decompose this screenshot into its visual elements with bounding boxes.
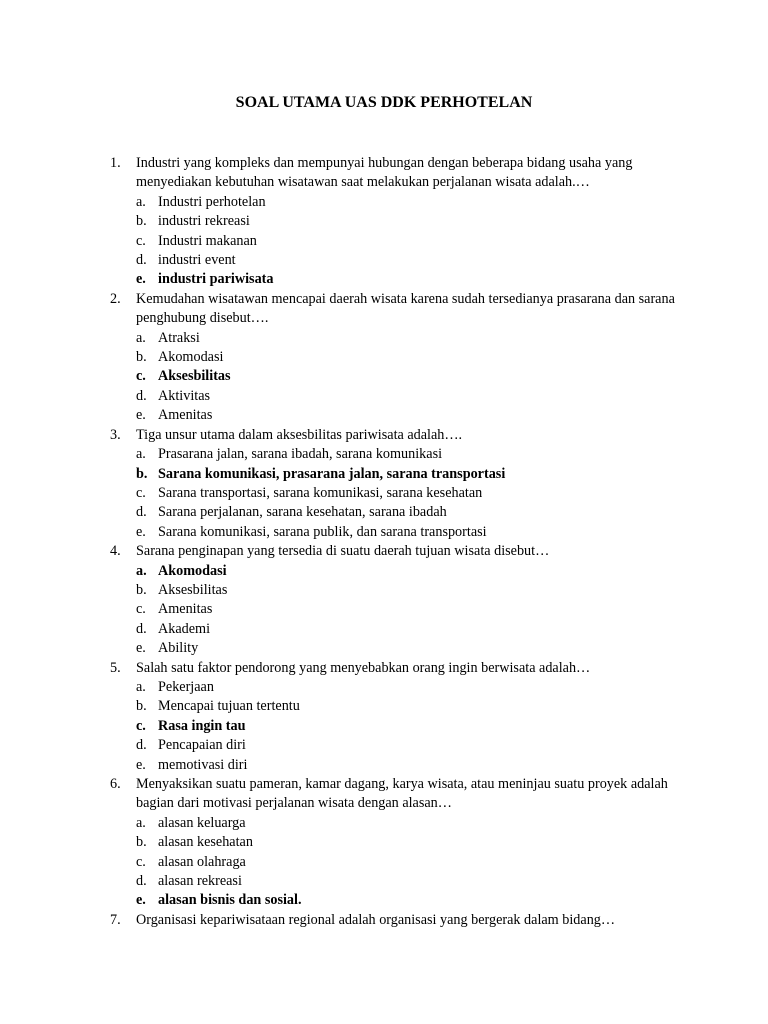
question-text: Tiga unsur utama dalam aksesbilitas pariwisata adalah…. (136, 426, 463, 443)
option-letter: b. (136, 465, 148, 482)
option-letter: b. (136, 834, 147, 851)
question-row (110, 659, 680, 678)
question-text: Menyaksikan suatu pameran, kamar dagang, karya wisata, atau meninjau suatu proyek adalah bagian dari motivasi perjalanan wisata dengan alasan… (136, 776, 668, 812)
answer-option (110, 872, 680, 891)
answer-option (110, 600, 680, 619)
option-letter: e. (136, 640, 146, 657)
option-text: Sarana perjalanan, sarana kesehatan, sarana ibadah (158, 504, 447, 521)
answer-option-correct (110, 717, 680, 736)
answer-option-correct (110, 270, 680, 289)
option-letter: d. (136, 252, 147, 269)
question-number: 7. (110, 911, 121, 928)
question-text: Sarana penginapan yang tersedia di suatu daerah tujuan wisata disebut… (136, 543, 550, 560)
option-letter: b. (136, 349, 147, 366)
option-text: Industri makanan (158, 232, 257, 249)
question-number: 6. (110, 776, 121, 792)
question-number: 3. (110, 426, 121, 443)
page-title: SOAL UTAMA UAS DDK PERHOTELAN (235, 94, 533, 111)
option-text: Pencapaian diri (158, 737, 246, 754)
option-letter: c. (136, 601, 146, 618)
option-letter: b. (136, 698, 147, 715)
answer-option (110, 484, 680, 503)
answer-option (110, 523, 680, 542)
answer-option (110, 814, 680, 833)
option-letter: c. (136, 368, 146, 385)
option-letter: e. (136, 271, 146, 288)
option-text: memotivasi diri (158, 756, 248, 773)
option-letter: d. (136, 873, 147, 890)
answer-option-correct (110, 891, 680, 910)
question-row (110, 911, 680, 930)
option-text: Amenitas (158, 407, 213, 424)
question-row (110, 542, 680, 561)
question-list (110, 154, 680, 930)
option-letter: c. (136, 484, 146, 501)
option-text: alasan olahraga (158, 853, 246, 870)
question-item (110, 911, 680, 930)
answer-option (110, 503, 680, 522)
option-text: alasan bisnis dan sosial. (158, 892, 302, 909)
question-text: Industri yang kompleks dan mempunyai hubungan dengan beberapa bidang usaha yang menyediakan kebutuhan wisatawan saat melakukan perjalanan wisata adalah.… (136, 155, 633, 191)
question-item (110, 659, 680, 775)
answer-option (110, 639, 680, 658)
answer-option (110, 697, 680, 716)
option-text: Pekerjaan (158, 678, 214, 695)
option-text: Atraksi (158, 329, 200, 346)
question-row (110, 154, 680, 193)
option-text: Amenitas (158, 601, 213, 618)
option-text: Rasa ingin tau (158, 717, 246, 734)
answer-option-correct (110, 465, 680, 484)
option-text: Prasarana jalan, sarana ibadah, sarana komunikasi (158, 446, 443, 463)
option-text: Aktivitas (158, 387, 211, 404)
question-text: Salah satu faktor pendorong yang menyebabkan orang ingin berwisata adalah… (136, 659, 591, 676)
option-text: Akademi (158, 620, 211, 637)
answer-option (110, 833, 680, 852)
answer-option-correct (110, 562, 680, 581)
option-text: Mencapai tujuan tertentu (158, 698, 300, 715)
answer-option (110, 232, 680, 251)
answer-option (110, 251, 680, 270)
option-letter: c. (136, 232, 146, 249)
option-text: Sarana transportasi, sarana komunikasi, sarana kesehatan (158, 484, 483, 501)
answer-option (110, 853, 680, 872)
answer-option (110, 736, 680, 755)
option-letter: e. (136, 407, 146, 424)
option-letter: b. (136, 213, 147, 230)
answer-option (110, 329, 680, 348)
answer-option-correct (110, 367, 680, 386)
question-text: Kemudahan wisatawan mencapai daerah wisata karena sudah tersedianya prasarana dan sarana penghubung disebut…. (136, 290, 675, 327)
question-row (110, 426, 680, 445)
option-text: alasan rekreasi (158, 873, 242, 890)
option-letter: a. (136, 329, 146, 346)
option-letter: d. (136, 504, 147, 521)
option-text: industri pariwisata (158, 271, 274, 288)
answer-option (110, 387, 680, 406)
answer-option (110, 212, 680, 231)
question-number: 5. (110, 659, 121, 676)
option-letter: e. (136, 892, 146, 909)
question-number: 4. (110, 543, 121, 560)
option-letter: d. (136, 620, 147, 637)
option-text: Akomodasi (158, 562, 227, 579)
option-letter: a. (136, 678, 146, 695)
answer-option (110, 193, 680, 212)
answer-option (110, 756, 680, 775)
option-letter: e. (136, 756, 146, 773)
answer-option (110, 445, 680, 464)
option-text: alasan keluarga (158, 814, 246, 831)
option-letter: b. (136, 581, 147, 598)
option-letter: a. (136, 446, 146, 463)
answer-option (110, 678, 680, 697)
question-item (110, 426, 680, 542)
question-row (110, 775, 680, 814)
option-letter: a. (136, 193, 146, 210)
option-text: industri event (158, 252, 236, 269)
option-letter: a. (136, 562, 147, 579)
option-text: Sarana komunikasi, sarana publik, dan sarana transportasi (158, 523, 487, 540)
answer-option (110, 406, 680, 425)
answer-option (110, 581, 680, 600)
option-text: industri rekreasi (158, 213, 250, 230)
question-number: 1. (110, 155, 121, 171)
question-item (110, 775, 680, 911)
question-row (110, 290, 680, 329)
option-letter: d. (136, 387, 147, 404)
answer-option (110, 620, 680, 639)
option-text: Sarana komunikasi, prasarana jalan, sarana transportasi (158, 465, 506, 482)
option-text: Ability (158, 640, 199, 657)
question-number: 2. (110, 290, 121, 307)
option-text: Aksesbilitas (158, 368, 231, 385)
question-item (110, 542, 680, 658)
option-text: Aksesbilitas (158, 581, 228, 598)
question-item (110, 154, 680, 290)
question-text: Organisasi kepariwisataan regional adalah organisasi yang bergerak dalam bidang… (136, 911, 616, 928)
option-text: alasan kesehatan (158, 834, 253, 851)
option-letter: a. (136, 814, 146, 831)
option-text: Industri perhotelan (158, 193, 266, 210)
option-letter: d. (136, 737, 147, 754)
answer-option (110, 348, 680, 367)
question-item (110, 290, 680, 426)
option-letter: c. (136, 717, 146, 734)
option-letter: e. (136, 523, 146, 540)
option-text: Akomodasi (158, 349, 224, 366)
option-letter: c. (136, 853, 146, 870)
